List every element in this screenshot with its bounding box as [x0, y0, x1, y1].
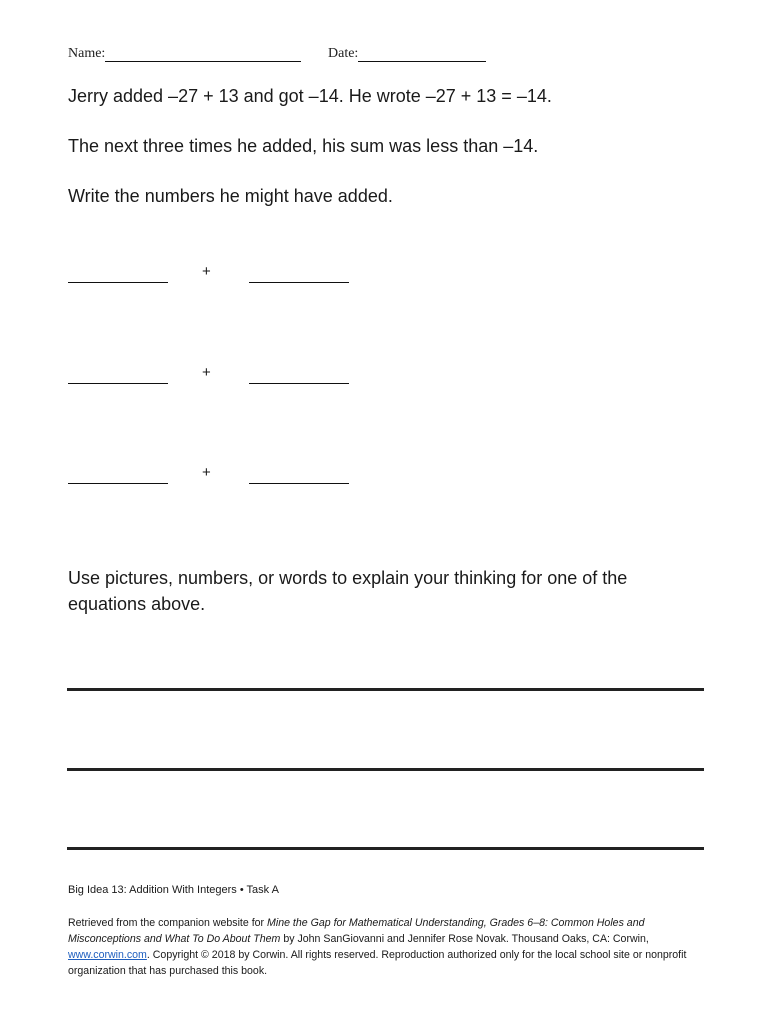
- addend-blank-3a[interactable]: [68, 469, 168, 484]
- problem-statement: Jerry added –27 + 13 and got –14. He wrote –27 + 13 = –14.: [68, 86, 552, 106]
- equation-row-2: [68, 364, 368, 391]
- answer-line-2[interactable]: [67, 768, 704, 771]
- equation-row-1: [68, 263, 368, 290]
- explain-prompt: Use pictures, numbers, or words to explain your thinking for one of the equations above.: [68, 568, 628, 614]
- name-label: Name:: [68, 46, 106, 61]
- plus-sign: +: [202, 364, 211, 381]
- footer-task-label: Big Idea 13: Addition With Integers • Task A: [68, 884, 279, 896]
- addend-blank-2a[interactable]: [68, 369, 168, 384]
- date-group: [328, 46, 486, 62]
- problem-instruction: Write the numbers he might have added.: [68, 186, 393, 206]
- problem-condition: The next three times he added, his sum was less than –14.: [68, 136, 539, 156]
- credit-prefix: Retrieved from the companion website for: [68, 917, 268, 929]
- plus-sign: +: [202, 464, 211, 481]
- name-field[interactable]: [105, 47, 301, 62]
- addend-blank-2b[interactable]: [249, 369, 349, 384]
- date-field[interactable]: [358, 47, 486, 62]
- answer-line-3[interactable]: [67, 847, 704, 850]
- equation-row-3: [68, 464, 368, 491]
- addend-blank-3b[interactable]: [249, 469, 349, 484]
- addend-blank-1b[interactable]: [249, 268, 349, 283]
- credit-authors: by John SanGiovanni and Jennifer Rose Novak. Thousand Oaks, CA: Corwin,: [280, 933, 649, 945]
- corwin-link[interactable]: www.corwin.com: [68, 949, 147, 961]
- book-title: Mine the Gap for Mathematical Understanding, Grades 6–8: Common Holes and Misconceptions and What To Do About Them: [68, 917, 645, 945]
- plus-sign: +: [202, 263, 211, 280]
- answer-line-1[interactable]: [67, 688, 704, 691]
- date-label: Date:: [328, 46, 359, 61]
- addend-blank-1a[interactable]: [68, 268, 168, 283]
- footer-credit: [68, 915, 708, 979]
- credit-suffix: . Copyright © 2018 by Corwin. All rights reserved. Reproduction authorized only for the local school site or nonprofit organization that has purchased this book.: [68, 949, 687, 977]
- worksheet-header: [68, 46, 359, 62]
